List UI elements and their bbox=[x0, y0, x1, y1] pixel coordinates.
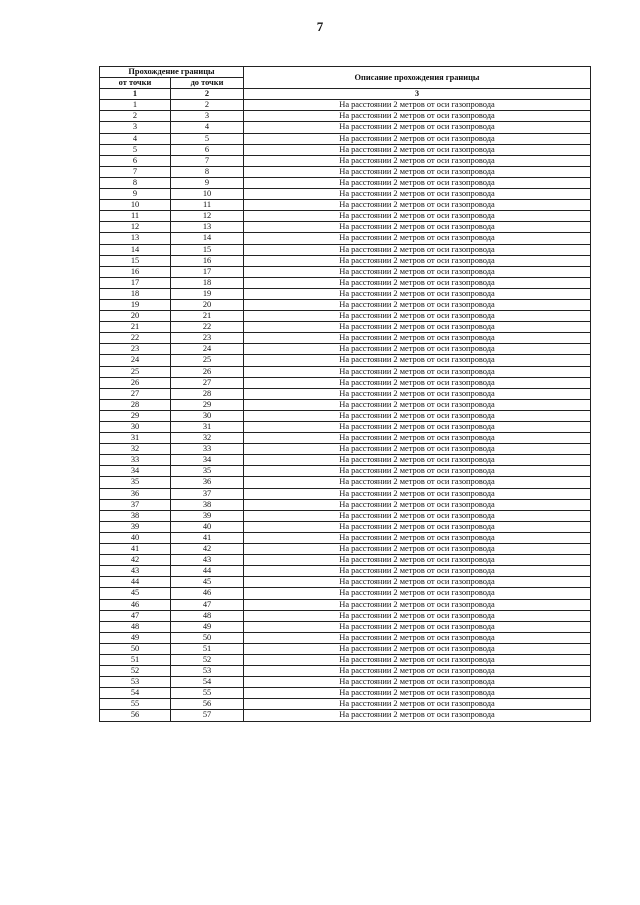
description-cell: На расстоянии 2 метров от оси газопровода bbox=[244, 632, 591, 643]
from-point-cell: 21 bbox=[100, 322, 171, 333]
description-cell: На расстоянии 2 метров от оси газопровода bbox=[244, 133, 591, 144]
to-point-cell: 4 bbox=[171, 122, 244, 133]
table-row bbox=[100, 299, 591, 310]
table-row bbox=[100, 377, 591, 388]
table-row bbox=[100, 577, 591, 588]
to-point-cell: 20 bbox=[171, 299, 244, 310]
description-cell: На расстоянии 2 метров от оси газопровода bbox=[244, 510, 591, 521]
table-row bbox=[100, 189, 591, 200]
from-point-cell: 33 bbox=[100, 455, 171, 466]
column-number: 2 bbox=[171, 89, 244, 100]
to-point-cell: 53 bbox=[171, 666, 244, 677]
table-row bbox=[100, 455, 591, 466]
group-header: Прохождение границы bbox=[100, 67, 244, 78]
description-cell: На расстоянии 2 метров от оси газопровода bbox=[244, 710, 591, 721]
description-cell: На расстоянии 2 метров от оси газопровода bbox=[244, 654, 591, 665]
table-row bbox=[100, 333, 591, 344]
description-cell: На расстоянии 2 метров от оси газопровода bbox=[244, 532, 591, 543]
from-point-cell: 54 bbox=[100, 688, 171, 699]
from-point-cell: 29 bbox=[100, 410, 171, 421]
description-cell: На расстоянии 2 метров от оси газопровода bbox=[244, 410, 591, 421]
to-point-cell: 32 bbox=[171, 433, 244, 444]
description-cell: На расстоянии 2 метров от оси газопровода bbox=[244, 377, 591, 388]
from-point-cell: 35 bbox=[100, 477, 171, 488]
from-point-cell: 4 bbox=[100, 133, 171, 144]
table-row bbox=[100, 422, 591, 433]
description-cell: На расстоянии 2 метров от оси газопровода bbox=[244, 466, 591, 477]
description-cell: На расстоянии 2 метров от оси газопровода bbox=[244, 699, 591, 710]
table-row bbox=[100, 277, 591, 288]
to-point-cell: 43 bbox=[171, 555, 244, 566]
table-row bbox=[100, 488, 591, 499]
to-point-cell: 30 bbox=[171, 410, 244, 421]
description-cell: На расстоянии 2 метров от оси газопровода bbox=[244, 488, 591, 499]
table-row bbox=[100, 599, 591, 610]
table-row bbox=[100, 144, 591, 155]
from-point-cell: 50 bbox=[100, 643, 171, 654]
from-point-cell: 47 bbox=[100, 610, 171, 621]
description-header: Описание прохождения границы bbox=[244, 67, 591, 89]
description-cell: На расстоянии 2 метров от оси газопровода bbox=[244, 521, 591, 532]
to-point-cell: 19 bbox=[171, 288, 244, 299]
table-row bbox=[100, 544, 591, 555]
to-point-cell: 5 bbox=[171, 133, 244, 144]
table-row bbox=[100, 499, 591, 510]
description-cell: На расстоянии 2 метров от оси газопровода bbox=[244, 433, 591, 444]
description-cell: На расстоянии 2 метров от оси газопровода bbox=[244, 122, 591, 133]
to-point-cell: 23 bbox=[171, 333, 244, 344]
table-row bbox=[100, 366, 591, 377]
to-point-cell: 33 bbox=[171, 444, 244, 455]
description-cell: На расстоянии 2 метров от оси газопровода bbox=[244, 111, 591, 122]
description-cell: На расстоянии 2 метров от оси газопровода bbox=[244, 444, 591, 455]
from-point-cell: 9 bbox=[100, 189, 171, 200]
table-row bbox=[100, 410, 591, 421]
to-point-cell: 11 bbox=[171, 200, 244, 211]
to-point-cell: 41 bbox=[171, 532, 244, 543]
from-point-cell: 45 bbox=[100, 588, 171, 599]
to-point-cell: 56 bbox=[171, 699, 244, 710]
from-point-cell: 53 bbox=[100, 677, 171, 688]
from-point-cell: 10 bbox=[100, 200, 171, 211]
table-row bbox=[100, 654, 591, 665]
table-row bbox=[100, 588, 591, 599]
to-point-cell: 49 bbox=[171, 621, 244, 632]
description-cell: На расстоянии 2 метров от оси газопровода bbox=[244, 477, 591, 488]
from-point-cell: 52 bbox=[100, 666, 171, 677]
to-point-cell: 21 bbox=[171, 311, 244, 322]
from-point-cell: 56 bbox=[100, 710, 171, 721]
from-point-cell: 17 bbox=[100, 277, 171, 288]
to-point-cell: 10 bbox=[171, 189, 244, 200]
to-point-cell: 35 bbox=[171, 466, 244, 477]
to-point-cell: 38 bbox=[171, 499, 244, 510]
to-point-cell: 29 bbox=[171, 399, 244, 410]
description-cell: На расстоянии 2 метров от оси газопровода bbox=[244, 333, 591, 344]
description-cell: На расстоянии 2 метров от оси газопровода bbox=[244, 177, 591, 188]
description-cell: На расстоянии 2 метров от оси газопровода bbox=[244, 388, 591, 399]
from-point-cell: 44 bbox=[100, 577, 171, 588]
table-row bbox=[100, 355, 591, 366]
from-point-cell: 26 bbox=[100, 377, 171, 388]
to-point-cell: 13 bbox=[171, 222, 244, 233]
to-point-cell: 25 bbox=[171, 355, 244, 366]
to-point-cell: 22 bbox=[171, 322, 244, 333]
table-row bbox=[100, 710, 591, 721]
to-point-cell: 55 bbox=[171, 688, 244, 699]
from-point-cell: 39 bbox=[100, 521, 171, 532]
from-point-cell: 19 bbox=[100, 299, 171, 310]
to-point-cell: 18 bbox=[171, 277, 244, 288]
table-row bbox=[100, 177, 591, 188]
description-cell: На расстоянии 2 метров от оси газопровода bbox=[244, 588, 591, 599]
from-point-cell: 51 bbox=[100, 654, 171, 665]
description-cell: На расстоянии 2 метров от оси газопровода bbox=[244, 144, 591, 155]
from-point-cell: 36 bbox=[100, 488, 171, 499]
description-cell: На расстоянии 2 метров от оси газопровода bbox=[244, 366, 591, 377]
from-point-cell: 46 bbox=[100, 599, 171, 610]
table-row bbox=[100, 222, 591, 233]
to-point-cell: 50 bbox=[171, 632, 244, 643]
table-row bbox=[100, 388, 591, 399]
from-point-cell: 37 bbox=[100, 499, 171, 510]
from-point-cell: 13 bbox=[100, 233, 171, 244]
to-point-cell: 28 bbox=[171, 388, 244, 399]
description-cell: На расстоянии 2 метров от оси газопровода bbox=[244, 688, 591, 699]
column-number: 3 bbox=[244, 89, 591, 100]
from-point-cell: 7 bbox=[100, 166, 171, 177]
table-row bbox=[100, 211, 591, 222]
table-row bbox=[100, 166, 591, 177]
description-cell: На расстоянии 2 метров от оси газопровода bbox=[244, 577, 591, 588]
description-cell: На расстоянии 2 метров от оси газопровода bbox=[244, 322, 591, 333]
from-point-cell: 31 bbox=[100, 433, 171, 444]
from-point-cell: 20 bbox=[100, 311, 171, 322]
boundary-table bbox=[99, 66, 591, 722]
from-point-cell: 12 bbox=[100, 222, 171, 233]
to-point-cell: 45 bbox=[171, 577, 244, 588]
description-cell: На расстоянии 2 метров от оси газопровода bbox=[244, 621, 591, 632]
to-point-cell: 31 bbox=[171, 422, 244, 433]
from-point-cell: 2 bbox=[100, 111, 171, 122]
page-number: 7 bbox=[316, 19, 324, 34]
description-cell: На расстоянии 2 метров от оси газопровода bbox=[244, 599, 591, 610]
from-point-cell: 5 bbox=[100, 144, 171, 155]
to-point-cell: 34 bbox=[171, 455, 244, 466]
table-row bbox=[100, 666, 591, 677]
column-number-row bbox=[100, 89, 591, 100]
to-point-cell: 17 bbox=[171, 266, 244, 277]
from-point-cell: 25 bbox=[100, 366, 171, 377]
to-point-cell: 14 bbox=[171, 233, 244, 244]
to-point-cell: 24 bbox=[171, 344, 244, 355]
from-point-cell: 34 bbox=[100, 466, 171, 477]
table-row bbox=[100, 122, 591, 133]
table-row bbox=[100, 466, 591, 477]
table-row bbox=[100, 344, 591, 355]
from-point-cell: 8 bbox=[100, 177, 171, 188]
table-row bbox=[100, 311, 591, 322]
to-point-cell: 16 bbox=[171, 255, 244, 266]
description-cell: На расстоянии 2 метров от оси газопровода bbox=[244, 544, 591, 555]
table-row bbox=[100, 677, 591, 688]
from-point-cell: 28 bbox=[100, 399, 171, 410]
table-header bbox=[100, 67, 591, 89]
description-cell: На расстоянии 2 метров от оси газопровода bbox=[244, 166, 591, 177]
table-row bbox=[100, 133, 591, 144]
from-point-cell: 18 bbox=[100, 288, 171, 299]
description-cell: На расстоянии 2 метров от оси газопровода bbox=[244, 233, 591, 244]
description-cell: На расстоянии 2 метров от оси газопровода bbox=[244, 555, 591, 566]
description-cell: На расстоянии 2 метров от оси газопровода bbox=[244, 344, 591, 355]
to-point-cell: 54 bbox=[171, 677, 244, 688]
to-point-cell: 40 bbox=[171, 521, 244, 532]
description-cell: На расстоянии 2 метров от оси газопровода bbox=[244, 610, 591, 621]
description-cell: На расстоянии 2 метров от оси газопровода bbox=[244, 422, 591, 433]
table-body bbox=[100, 89, 591, 721]
from-point-cell: 49 bbox=[100, 632, 171, 643]
table-row bbox=[100, 688, 591, 699]
to-point-cell: 47 bbox=[171, 599, 244, 610]
description-cell: На расстоянии 2 метров от оси газопровода bbox=[244, 666, 591, 677]
description-cell: На расстоянии 2 метров от оси газопровода bbox=[244, 189, 591, 200]
description-cell: На расстоянии 2 метров от оси газопровода bbox=[244, 266, 591, 277]
from-point-cell: 3 bbox=[100, 122, 171, 133]
to-point-cell: 37 bbox=[171, 488, 244, 499]
to-point-cell: 57 bbox=[171, 710, 244, 721]
table-row bbox=[100, 266, 591, 277]
column-number: 1 bbox=[100, 89, 171, 100]
table-row bbox=[100, 477, 591, 488]
description-cell: На расстоянии 2 метров от оси газопровода bbox=[244, 277, 591, 288]
to-point-cell: 12 bbox=[171, 211, 244, 222]
to-point-cell: 15 bbox=[171, 244, 244, 255]
to-point-cell: 51 bbox=[171, 643, 244, 654]
table-row bbox=[100, 155, 591, 166]
table-row bbox=[100, 399, 591, 410]
table-row bbox=[100, 100, 591, 111]
table-row bbox=[100, 244, 591, 255]
to-point-cell: 44 bbox=[171, 566, 244, 577]
to-point-cell: 39 bbox=[171, 510, 244, 521]
to-point-cell: 26 bbox=[171, 366, 244, 377]
to-point-cell: 2 bbox=[171, 100, 244, 111]
to-point-cell: 36 bbox=[171, 477, 244, 488]
description-cell: На расстоянии 2 метров от оси газопровода bbox=[244, 399, 591, 410]
table-row bbox=[100, 288, 591, 299]
table-row bbox=[100, 200, 591, 211]
to-point-cell: 7 bbox=[171, 155, 244, 166]
description-cell: На расстоянии 2 метров от оси газопровода bbox=[244, 499, 591, 510]
description-cell: На расстоянии 2 метров от оси газопровода bbox=[244, 244, 591, 255]
table-row bbox=[100, 566, 591, 577]
description-cell: На расстоянии 2 метров от оси газопровода bbox=[244, 211, 591, 222]
table-row bbox=[100, 233, 591, 244]
from-point-cell: 42 bbox=[100, 555, 171, 566]
from-point-cell: 38 bbox=[100, 510, 171, 521]
from-point-cell: 16 bbox=[100, 266, 171, 277]
description-cell: На расстоянии 2 метров от оси газопровода bbox=[244, 311, 591, 322]
table-row bbox=[100, 444, 591, 455]
to-point-cell: 52 bbox=[171, 654, 244, 665]
description-cell: На расстоянии 2 метров от оси газопровода bbox=[244, 200, 591, 211]
from-point-cell: 22 bbox=[100, 333, 171, 344]
from-point-cell: 11 bbox=[100, 211, 171, 222]
table-row bbox=[100, 643, 591, 654]
table-row bbox=[100, 255, 591, 266]
description-cell: На расстоянии 2 метров от оси газопровода bbox=[244, 643, 591, 654]
from-point-cell: 43 bbox=[100, 566, 171, 577]
table-row bbox=[100, 322, 591, 333]
from-point-cell: 32 bbox=[100, 444, 171, 455]
to-point-cell: 48 bbox=[171, 610, 244, 621]
to-point-cell: 6 bbox=[171, 144, 244, 155]
description-cell: На расстоянии 2 метров от оси газопровода bbox=[244, 299, 591, 310]
from-point-cell: 14 bbox=[100, 244, 171, 255]
description-cell: На расстоянии 2 метров от оси газопровода bbox=[244, 222, 591, 233]
to-point-cell: 3 bbox=[171, 111, 244, 122]
from-point-cell: 23 bbox=[100, 344, 171, 355]
description-cell: На расстоянии 2 метров от оси газопровода bbox=[244, 288, 591, 299]
description-cell: На расстоянии 2 метров от оси газопровода bbox=[244, 355, 591, 366]
from-point-cell: 6 bbox=[100, 155, 171, 166]
from-point-cell: 40 bbox=[100, 532, 171, 543]
table-row bbox=[100, 510, 591, 521]
from-point-cell: 15 bbox=[100, 255, 171, 266]
description-cell: На расстоянии 2 метров от оси газопровода bbox=[244, 566, 591, 577]
to-point-cell: 8 bbox=[171, 166, 244, 177]
table-row bbox=[100, 699, 591, 710]
from-point-cell: 24 bbox=[100, 355, 171, 366]
from-point-cell: 48 bbox=[100, 621, 171, 632]
table-row bbox=[100, 610, 591, 621]
description-cell: На расстоянии 2 метров от оси газопровода bbox=[244, 255, 591, 266]
table-row bbox=[100, 555, 591, 566]
to-point-cell: 42 bbox=[171, 544, 244, 555]
table-row bbox=[100, 111, 591, 122]
description-cell: На расстоянии 2 метров от оси газопровода bbox=[244, 455, 591, 466]
table-row bbox=[100, 521, 591, 532]
description-cell: На расстоянии 2 метров от оси газопровода bbox=[244, 677, 591, 688]
to-point-cell: 27 bbox=[171, 377, 244, 388]
table-row bbox=[100, 632, 591, 643]
to-point-header: до точки bbox=[171, 78, 244, 89]
table-row bbox=[100, 532, 591, 543]
description-cell: На расстоянии 2 метров от оси газопровода bbox=[244, 100, 591, 111]
from-point-header: от точки bbox=[100, 78, 171, 89]
to-point-cell: 46 bbox=[171, 588, 244, 599]
table-row bbox=[100, 433, 591, 444]
table-row bbox=[100, 621, 591, 632]
from-point-cell: 55 bbox=[100, 699, 171, 710]
from-point-cell: 27 bbox=[100, 388, 171, 399]
description-cell: На расстоянии 2 метров от оси газопровода bbox=[244, 155, 591, 166]
from-point-cell: 30 bbox=[100, 422, 171, 433]
to-point-cell: 9 bbox=[171, 177, 244, 188]
from-point-cell: 1 bbox=[100, 100, 171, 111]
from-point-cell: 41 bbox=[100, 544, 171, 555]
